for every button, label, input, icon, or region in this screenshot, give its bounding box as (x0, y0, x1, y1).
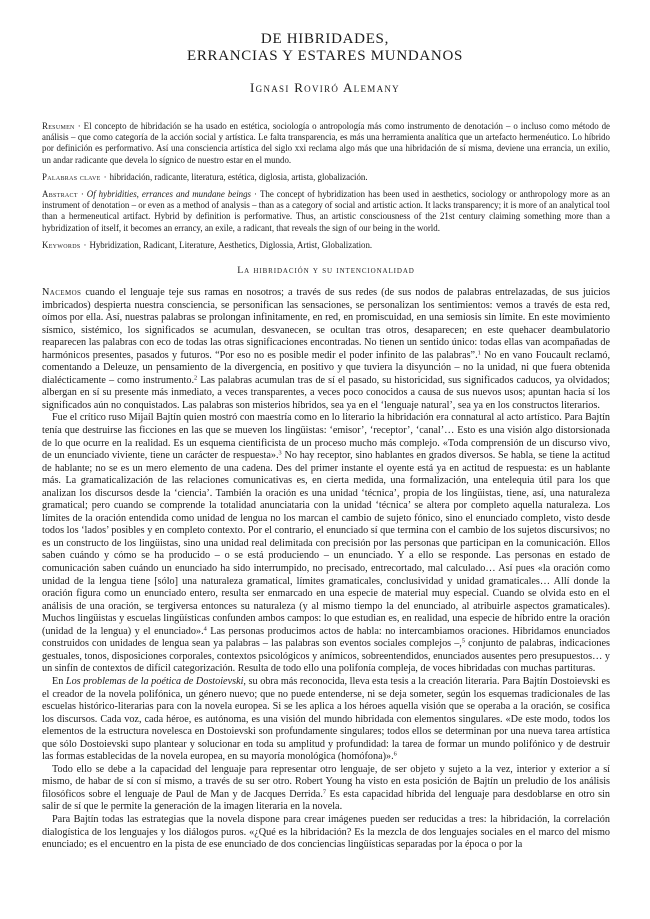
keywords-text: Hybridization, Radicant, Literature, Aesthetics, Diglossia, Artist, Globalization. (89, 239, 373, 250)
author-name: Ignasi Roviró Alemany (250, 80, 400, 95)
separator: · (77, 121, 81, 131)
footnote-ref: 2 (194, 374, 198, 382)
small-caps-lead: Nacemos (42, 287, 82, 298)
palabras-clave-label: Palabras clave (42, 171, 101, 182)
footnote-ref: 1 (477, 349, 481, 357)
italic-work-title: Los problemas de la poética de Dostoievski (65, 675, 244, 687)
body-paragraph: Nacemos cuando el lenguaje teje sus ramas en nosotros; a través de sus redes (de sus nodos de palabras entrelazadas, de sus juicios imbricados) despierta nuestra consciencia, se personifican las sensaciones, se personalizan los sentimientos: vemos a través de esta red, oímos por ella. Así, nuestras palabras se prolongan infinitamente, en red, en promiscuidad, en una semiosis sin límite. En este movimiento sísmico, sistémico, los significados se acumulan, desvanecen, se ocultan tras otros, desaparecen; en este quehacer deambulatorio reaparecen las palabras con eco de todas las otras significaciones encontradas. No tienen un sentido único: todas ellas van acompañadas de harmónicos presentes, pasados y futuros. “Por eso no es posible medir el poder infinito de las palabras”.$^1$ No en vano Foucault reclamó, comentando a Deleuze, un pensamiento de la divergencia, en positivo y que tuviera la disyunción – no la unidad, ni que fuera obtenida dialécticamente – como instrumento.$^2$ Las palabras acumulan tras de sí el pasado, su historicidad, sus significados caducos, ya olvidados; albergan en sí su presente más inmediato, a veces transparentes, a veces poco conocidos a causa de sus nuevos usos; apuntan hacia sí los significados aún no conquistados. Las palabras son misterios híbridos, sea ya en el ‘lenguaje natural’, sea ya en los constructos literarios. (42, 287, 610, 411)
palabras-clave-block (42, 172, 610, 183)
footnote-ref: 3 (278, 449, 282, 457)
footnote-ref: 4 (203, 625, 207, 633)
separator: · (254, 189, 257, 200)
abstract-block (42, 189, 610, 234)
body-paragraph: En Los problemas de la poética de Dostoievski, su obra más reconocida, lleva esta tesis a la creación literaria. Para Bajtín Dostoievski es el creador de la novela polifónica, un género nuevo; que no puede entenderse, ni se deja someter, según los esquemas tradicionales de las escuelas histórico-literarias para con la novela europea. Si se les aplica a los héroes aquella visión que se operaba a la oración, se cosifica los discursos. Cada voz, cada héroe, es autónoma, es una visión del mundo hibridada con elementos singulares. «De este modo, todos los elementos de la estructura novelesca en Dostoievski son profundamente singulares; todos ellos se determinan por una nueva tarea artística que sólo Dostoievski supo plantear y solucionar en toda su amplitud y profundidad: la tarea de formar un mundo polifónico y de destruir las formas establecidas de la novela europea, en su mayoría monológica (homófona)».$^6$ (42, 675, 610, 763)
separator: · (83, 239, 87, 250)
palabras-clave-text: hibridación, radicante, literatura, estética, diglosia, artista, globalización. (109, 171, 368, 182)
title-line-2: ERRANCIAS Y ESTARES MUNDANOS (186, 48, 464, 64)
section-heading: La hibridación y su intencionalidad (237, 265, 415, 276)
abstract-label: Abstract (42, 189, 78, 200)
separator: · (103, 171, 107, 182)
article-title (0, 31, 650, 65)
body-paragraph: Fue el crítico ruso Mijaíl Bajtín quien mostró con maestría como en lo literario la hibridación era connatural al acto artístico. Para Bajtín tenía que destruirse las ficciones en las que se mueven los lingüistas: ‘emisor’, ‘receptor’, ‘canal’… Esto es una visión algo distorsionada de lo que ocurre en la realidad. Es un esquema cientificista de un proceso mucho más complejo. «Toda comprensión de un discurso vivo, de un enunciado viviente, tiene un carácter de respuesta».$^3$ No hay receptor, sino hablantes en grados diversos. Se habla, se tiene la actitud de hablante; no se es un mero elemento de una cadena. Des del primer instante el oyente está ya en actitud de respuesta: es un hablante más. La gramaticalización de las relaciones comunicativas es, en cierta medida, una formalización, una entelequia útil para los que analizan los discursos desde la ‘ciencia’. También la oración es una unidad ‘técnica’, propia de los lingüistas, tiene, así, una naturaleza gramatical; pero cuando se comprende la totalidad anunciataria con la unidad ‘técnica’ se altera por completo aquella naturaleza. Los límites de la oración entendida como unidad de lengua no los marcan el cambio de sujeto fónico, sino el enunciado completo, visto desde todos los ‘lados’ posibles y en completo contexto. Por el contrario, el enunciado sí que termina con el cambio de los sujetos discursivos; no es un constructo de los lingüistas, sino una unidad real delimitada con precisión por las personas que participan en la comunicación. Ellos saben cuándo y cómo se ha producido – o se está produciendo – un enunciado. Y a ello se responde. Las personas en estado de comunicación saben cuándo un enunciado ha sido interrumpido, no precisado, entrecortado, mal calculado… Así pues «la oración como unidad de la lengua tiene [sólo] una naturaleza gramatical, límites gramaticales, conclusividad y unidad gramaticales… Allí donde la oración figura como un enunciado entero, resulta ser enmarcado en una especie de material muy especial. Cuando se olvida esto en el análisis de una oración, se tergiversa entonces su naturaleza (y al mismo tiempo la del enunciado, al atribuirle aspectos gramaticales). Muchos lingüistas y escuelas lingüísticas confunden ambos campos: lo que estudian es, en realidad, una especie de híbrido entre la oración (unidad de la lengua) y el enunciado».$^4$ Las personas producimos actos de habla: no intercambiamos oraciones. Hibridamos enunciados construidos con unidades de lengua sean ya palabras – las palabras son eventos sociales complejos –,$^5$ conjunto de palabras, indicaciones gestuales, tonos, disposiciones corporales, contextos psicológicos y anímicos, sobreentendidos, enunciados ausentes pero presupuestos… y un sinfín de contextos de difícil categorización. Resulta de todo ello una polifonía compleja, de voces hibridadas con muchas partituras. (42, 412, 610, 675)
abstract-title: Of hybridities, errances and mundane beings (86, 189, 251, 200)
front-matter (42, 121, 610, 257)
keywords-label: Keywords (42, 239, 81, 250)
resumen-label: Resumen (42, 121, 75, 131)
separator: · (80, 189, 84, 200)
abstract-text: The concept of hybridization has been used in aesthetics, sociology or anthropology more as an instrument of denotation – or even as a method of analysis – than as a category of social and artistic action. It lacks transparency; it is more of an analytical tool than a hermeneutical artifact. Hybrid by definition is performative. Thus, an artistic consciousness of the 21st century claiming something more than a hybridization of itself, it becomes an errancy, an exile, a radicant, that reveals the sign of our being in the world. (42, 189, 610, 233)
footnote-ref: 7 (322, 788, 327, 796)
title-line-1: DE HIBRIDADES, (260, 31, 390, 47)
body-text (42, 287, 610, 915)
footnote-ref: 5 (461, 637, 466, 645)
resumen-text: El concepto de hibridación se ha usado en estética, sociología o antropología más como instrumento de denotación – o incluso como método de análisis – que como categoría de la acción social y artística. Le falta transparencia, es más una herramienta analítica que un artefacto hermenéutico. Lo híbrido por definición es performativo. Así una consciencia artística del siglo xxi reclama algo más que una hibridación de sí misma, deviene una errancia, un exilio, un andar radicante que devela lo sígnico de nuestro estar en el mundo. (42, 121, 610, 165)
body-paragraph: Todo ello se debe a la capacidad del lenguaje para representar otro lenguaje, de ser objeto y sujeto a la vez, interior y exterior a sí mismo, de habar de sí con sí mismo, a través de su ser otro. Robert Young ha visto en esta posición de Bajtín un preludio de los análisis filosóficos sobre el lenguaje de Paul de Man y de Jacques Derrida.$^7$ Es esta capacidad híbrida del lenguaje para desdoblarse en otro sin salir de sí que le permite la generación de la imagen literaria en la novela. (42, 763, 610, 813)
body-paragraph: Para Bajtín todas las estrategias que la novela dispone para crear imágenes pueden ser reducidas a tres: la hibridación, la correlación dialogística de los lenguajes y los diálogos puros. «¿Qué es la hibridación? Es la mezcla de dos lenguajes sociales en el marco del mismo enunciado; es el encuentro en la pista de ese enunciado de dos conciencias lingüísticas separadas por la época o por la (42, 813, 610, 851)
resumen-block (42, 121, 610, 166)
footnote-ref: 6 (393, 750, 397, 758)
keywords-block (42, 240, 610, 251)
